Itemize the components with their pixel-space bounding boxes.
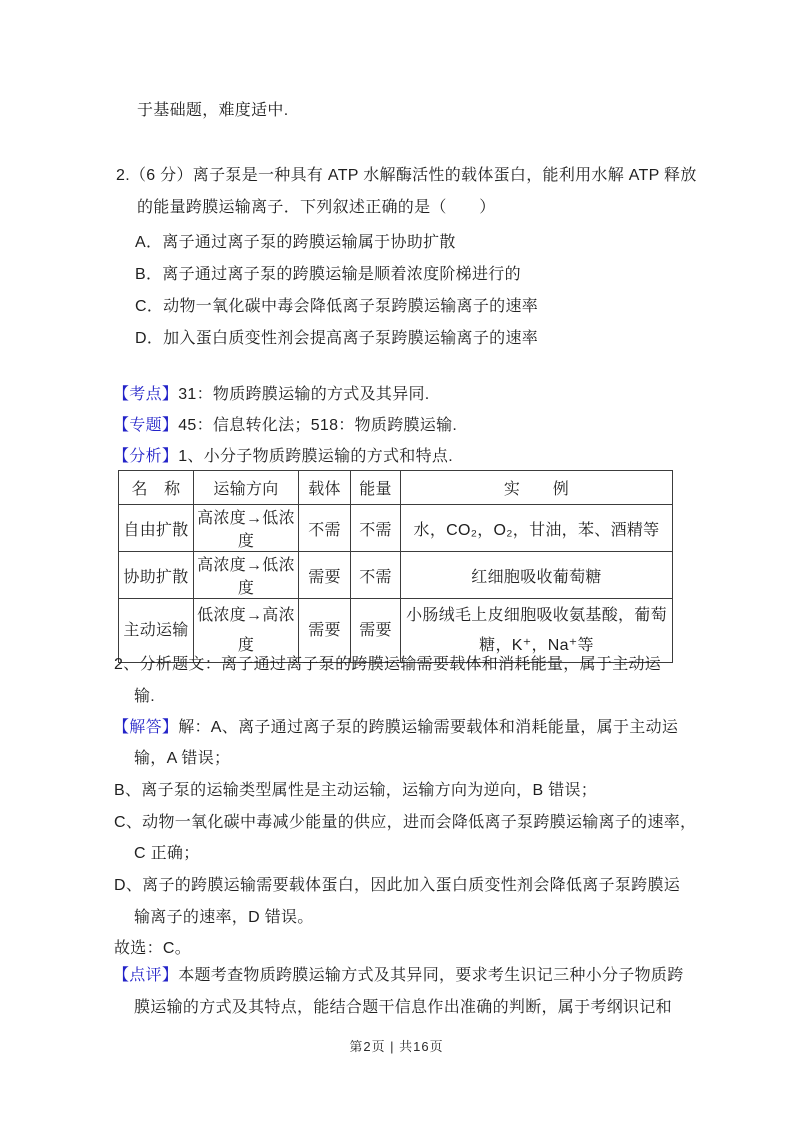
col-header-example: 实 例	[401, 471, 673, 505]
cell-direction: 高浓度→低浓度	[194, 505, 299, 552]
cell-example: 水，CO₂，O₂，甘油，苯、酒精等	[401, 505, 673, 552]
transport-modes-table	[118, 470, 673, 663]
section-kaodian	[113, 384, 430, 406]
cell-energy: 不需	[351, 552, 401, 599]
cell-name: 自由扩散	[119, 505, 194, 552]
cell-example: 小肠绒毛上皮细胞吸收氨基酸，葡萄糖，K⁺，Na⁺等	[401, 599, 673, 663]
analysis-line-2: 输.	[134, 688, 156, 705]
cell-example: 红细胞吸收葡萄糖	[401, 552, 673, 599]
col-header-direction: 运输方向	[194, 471, 299, 505]
zhuanti-label: 【专题】	[113, 417, 179, 434]
cell-energy: 不需	[351, 505, 401, 552]
jieda-line-3: B、离子泵的运输类型属性是主动运输，运输方向为逆向，B 错误；	[114, 782, 598, 799]
jieda-text-line-1: 解：A、离子通过离子泵的跨膜运输需要载体和消耗能量，属于主动运	[178, 719, 679, 736]
jieda-line-4: C、动物一氧化碳中毒减少能量的供应，进而会降低离子泵跨膜运输离子的速率，	[114, 814, 697, 831]
fenxi-label: 【分析】	[113, 448, 179, 465]
cell-direction: 高浓度→低浓度	[194, 552, 299, 599]
cell-carrier: 不需	[299, 505, 351, 552]
cell-name: 主动运输	[119, 599, 194, 663]
table-header-row	[119, 471, 673, 505]
jieda-line-6: D、离子的跨膜运输需要载体蛋白，因此加入蛋白质变性剂会降低离子泵跨膜运	[114, 877, 681, 894]
cell-direction: 低浓度→高浓度	[194, 599, 299, 663]
option-c: C．动物一氧化碳中毒会降低离子泵跨膜运输离子的速率	[135, 298, 539, 315]
question-stem-line-1: 2.（6 分）离子泵是一种具有 ATP 水解酶活性的载体蛋白，能利用水解 ATP 释放	[116, 167, 697, 184]
dianping-text-line-1: 本题考查物质跨膜运输方式及其异同，要求考生识记三种小分子物质跨	[178, 967, 684, 984]
jieda-label: 【解答】	[113, 719, 179, 736]
question-stem-line-2: 的能量跨膜运输离子．下列叙述正确的是（ ）	[137, 199, 496, 216]
cell-name: 协助扩散	[119, 552, 194, 599]
table-row	[119, 505, 673, 552]
option-a: A．离子通过离子泵的跨膜运输属于协助扩散	[135, 234, 456, 251]
table-row	[119, 599, 673, 663]
table-row	[119, 552, 673, 599]
analysis-line-1: 2、分析题文：离子通过离子泵的跨膜运输需要载体和消耗能量，属于主动运	[114, 656, 662, 673]
section-dianping	[113, 965, 684, 987]
col-header-carrier: 载体	[299, 471, 351, 505]
section-zhuanti	[113, 415, 457, 437]
kaodian-text: 31：物质跨膜运输的方式及其异同.	[178, 386, 430, 403]
kaodian-label: 【考点】	[113, 386, 179, 403]
intro-line: 于基础题，难度适中.	[137, 102, 289, 119]
cell-carrier: 需要	[299, 599, 351, 663]
jieda-line-7: 输离子的速率，D 错误。	[134, 909, 314, 926]
dianping-line-2: 膜运输的方式及其特点，能结合题干信息作出准确的判断，属于考纲识记和	[134, 999, 672, 1016]
option-d: D．加入蛋白质变性剂会提高离子泵跨膜运输离子的速率	[135, 330, 539, 347]
option-b: B．离子通过离子泵的跨膜运输是顺着浓度阶梯进行的	[135, 266, 521, 283]
jieda-line-2: 输，A 错误；	[134, 750, 231, 767]
answer-conclusion: 故选：C。	[114, 940, 192, 957]
jieda-line-5: C 正确；	[134, 845, 200, 862]
col-header-energy: 能量	[351, 471, 401, 505]
dianping-label: 【点评】	[113, 967, 179, 984]
cell-energy: 需要	[351, 599, 401, 663]
col-header-name: 名 称	[119, 471, 194, 505]
fenxi-text: 1、小分子物质跨膜运输的方式和特点.	[178, 448, 453, 465]
cell-carrier: 需要	[299, 552, 351, 599]
zhuanti-text: 45：信息转化法；518：物质跨膜运输.	[178, 417, 458, 434]
page-footer: 第2页 | 共16页	[349, 1039, 444, 1054]
section-jieda	[113, 717, 678, 739]
section-fenxi	[113, 446, 453, 468]
